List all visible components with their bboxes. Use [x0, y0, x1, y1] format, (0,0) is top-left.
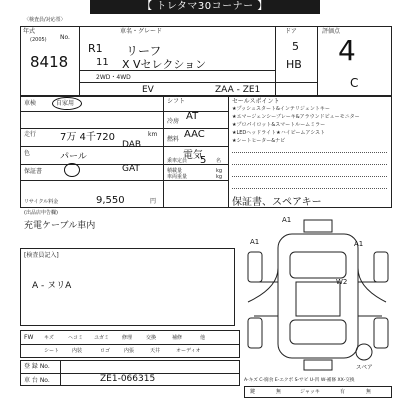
weight-label: 積載量 — [167, 168, 183, 174]
recycle-unit: 円 — [150, 198, 157, 205]
auction-score: 4 — [338, 34, 356, 67]
score-label: 評価点 — [322, 28, 341, 35]
fw-item-4: 修理 — [122, 335, 133, 341]
status-jack-label: ジャッキ — [300, 389, 320, 395]
mileage-label: 走行 — [24, 131, 37, 138]
fw-label: FW — [24, 334, 34, 341]
ev-mark: EV — [142, 85, 154, 95]
color-value: パール — [60, 152, 87, 162]
int-item-1: シート — [44, 348, 60, 354]
page-banner: 【 トレタマ30コーナー 】 — [90, 0, 320, 14]
fw-item-1: キズ — [44, 335, 54, 341]
inspector-stamp-label: 〈検査員/対応票〉 — [24, 17, 66, 23]
shift-label: シフト — [167, 98, 186, 105]
lot-no-label: No. — [60, 34, 70, 41]
sale-point-5: ★シートヒーター&ナビ — [232, 138, 286, 144]
warranty-label: 保証書 — [24, 168, 43, 175]
model-code: ZAA - ZE1 — [215, 85, 261, 95]
sale-point-4: ★LEDヘッドライト★ハイビームアシスト — [232, 130, 326, 136]
status-key-label: 鍵 — [250, 389, 256, 395]
int-item-3: ロゴ — [100, 348, 111, 354]
charge-cable-note: 充電ケーブル車内 — [24, 221, 96, 231]
int-item-5: 天井 — [150, 348, 161, 354]
fw-item-6: 補修 — [172, 335, 183, 341]
fuel-value: 電気 — [183, 150, 203, 161]
total-unit: kg — [216, 174, 223, 180]
capacity-label: 乗車定員 — [167, 158, 188, 164]
registration-label: 登 録 No. — [24, 363, 50, 370]
body-type: HB — [286, 58, 302, 71]
door-count: 5 — [292, 40, 299, 53]
recycle-label: リサイクル料金 — [24, 199, 59, 205]
damage-mark-w2: W2 — [336, 278, 348, 286]
ac-value: AAC — [184, 129, 205, 140]
chassis-number: ZE1-066315 — [100, 374, 156, 384]
transmission-code: GAT — [122, 164, 140, 174]
mileage-unit: km — [148, 131, 158, 138]
make-era: R1 — [88, 42, 103, 55]
status-jack-no: 無 — [366, 389, 372, 395]
color-label: 色 — [24, 150, 31, 157]
sale-points-handwritten: 保証書、スペアキー — [232, 197, 322, 208]
int-item-4: 内張 — [124, 348, 135, 354]
car-name: リーフ — [126, 44, 162, 58]
sale-points-label: セールスポイント — [232, 98, 280, 105]
int-item-6: オーディオ — [176, 348, 201, 354]
grade-name: X Vセレクション — [122, 58, 207, 71]
mileage-value: 7万 4千720 — [60, 132, 115, 143]
weight-unit: kg — [216, 168, 223, 174]
damage-mark-a1-right: A1 — [354, 240, 364, 248]
fw-item-5: 交換 — [146, 335, 157, 341]
status-key-none: 無 — [276, 389, 282, 395]
status-jack-yes: 有 — [340, 389, 346, 395]
damage-mark-a1-front: A1 — [282, 216, 292, 224]
door-label: ドア — [285, 28, 297, 35]
damage-legend: A-キズ C-腐食 E-エクボ S-サビ U-凹 W-補修 XX-交換 — [244, 378, 355, 383]
chassis-label: 車 台 No. — [24, 377, 50, 384]
damage-mark-a1-left: A1 — [250, 238, 260, 246]
exhibitor-note-label: (出品店申告欄) — [24, 210, 58, 216]
lot-number: 8418 — [30, 53, 69, 71]
recycle-value: 9,550 — [96, 195, 125, 206]
fw-item-7: 他 — [200, 335, 206, 341]
interior-grade: C — [350, 76, 359, 90]
shift-value: AT — [186, 111, 199, 122]
ac-label: 冷房 — [167, 118, 180, 125]
year-small: (2005) — [30, 37, 47, 43]
total-label: 車両重量 — [167, 174, 188, 180]
month: 11 — [96, 57, 109, 68]
inspector-label: [検査員記入] — [24, 252, 59, 259]
capacity-value: 5 — [200, 155, 207, 166]
car-damage-diagram — [238, 212, 396, 372]
inspection-value: 自家用 — [56, 100, 75, 107]
sale-point-2: ★エマージェンシーブレーキ&アラウンドビューモニター — [232, 114, 360, 120]
drive-type: 2WD・4WD — [96, 74, 131, 81]
inspector-note: A - ヌリA — [32, 281, 72, 291]
fw-item-3: ユガミ — [94, 335, 110, 341]
fw-item-2: ヘコミ — [68, 335, 84, 341]
int-item-2: 内装 — [72, 348, 83, 354]
fuel-label: 燃料 — [167, 136, 180, 143]
color-code: DAB — [122, 140, 142, 150]
sale-point-1: ★プッシュスタート&インテリジェントキー — [232, 106, 330, 112]
capacity-unit: 名 — [216, 158, 222, 164]
sale-point-3: ★プロパイロット&スマートルームミラー — [232, 122, 326, 128]
year-label: 年式 — [23, 28, 36, 35]
inspection-label: 車検 — [24, 100, 37, 107]
name-grade-label: 車名・グレード — [120, 28, 163, 35]
spare-label: スペア — [356, 365, 373, 371]
